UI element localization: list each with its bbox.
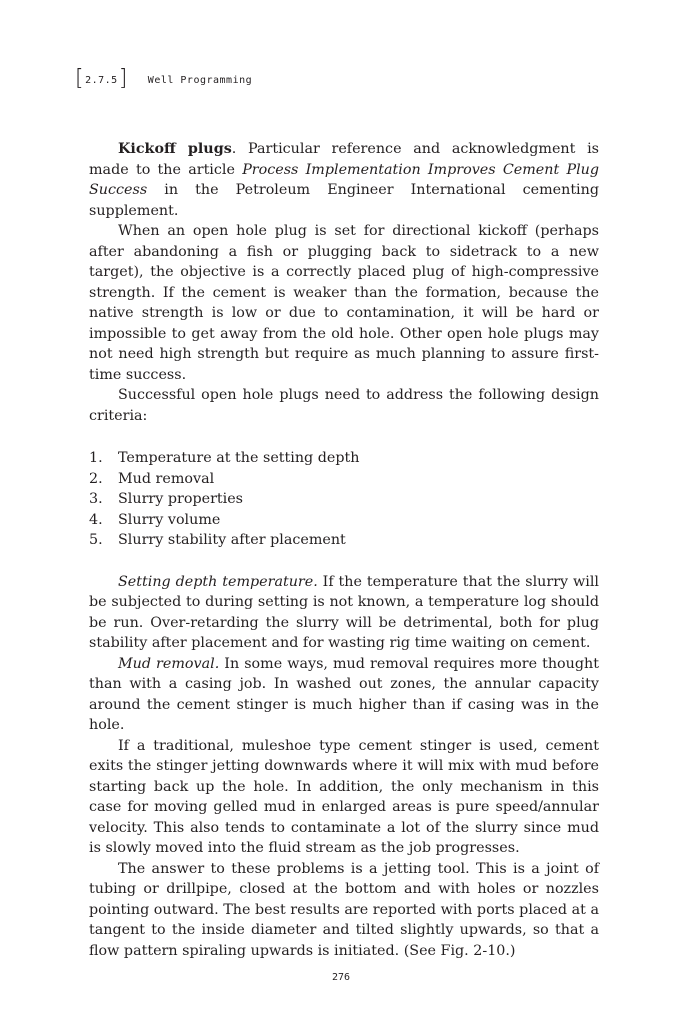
- list-item-number: 3.: [89, 491, 103, 507]
- setting-depth-temperature-heading: Setting depth temperature.: [118, 573, 318, 590]
- list-item-text: Temperature at the setting depth: [118, 450, 360, 466]
- paragraph-mud-removal: [89, 654, 599, 736]
- paragraph-jetting-tool: The answer to these problems is a jetting tool. This is a joint of tubing or drillpipe, closed at the bottom and with holes or nozzles pointing outward. The best results are reported with ports placed at a tangent to the inside diameter and tilted slightly upwards, so that a flow pattern spiraling upwards is initiated. (See Fig. 2-10.): [89, 860, 599, 959]
- list-item-text: Slurry stability after placement: [118, 532, 346, 548]
- list-item-number: 1.: [89, 450, 103, 466]
- paragraph-open-hole-plug: When an open hole plug is set for directional kickoff (perhaps after abandoning a fish or plugging back to sidetrack to a new target), the objective is a correctly placed plug of high-compressive strength. If the cement is weaker than the formation, because the native strength is low or due to contamination, it will be hard or impossible to get away from the old hole. Other open hole plugs may not need high strength but require as much planning to assure first-time success.: [89, 223, 599, 383]
- list-item: [89, 469, 599, 490]
- page-number: 276: [331, 972, 351, 983]
- paragraph-text: If the temperature that the slurry will be subjected to during setting is not known, a temperature log should be run. Over-retarding the slurry will be detrimental, both for plug stability after placement and for wasting rig time waiting on cement.: [89, 573, 599, 651]
- paragraph-kickoff-plugs: [89, 139, 599, 221]
- paragraph-text: in the Petroleum Engineer International cementing supplement.: [89, 182, 599, 219]
- list-item-text: Slurry volume: [118, 511, 221, 528]
- list-item-number: 2.: [89, 470, 103, 487]
- paragraph-text: . Particular reference and acknowledgment is made to the article: [89, 141, 599, 178]
- list-item-text: Slurry properties: [118, 491, 244, 507]
- list-item: [89, 530, 599, 551]
- chapter-title: Well Programming: [147, 74, 253, 86]
- list-item-number: 4.: [89, 511, 103, 528]
- running-header: [75, 64, 252, 96]
- kickoff-plugs-heading: Kickoff plugs: [118, 141, 232, 157]
- paragraph-text: In some ways, mud removal requires more thought than with a casing job. In washed out zones, the annular capacity around the cement stinger is much higher than if casing was in the hole.: [89, 655, 599, 733]
- paragraph-muleshoe-stinger: If a traditional, muleshoe type cement stinger is used, cement exits the stinger jetting downwards where it will mix with mud before starting back up the hole. In addition, the only mechanism in this case for moving gelled mud in enlarged areas is pure speed/annular velocity. This also tends to contaminate a lot of the slurry since mud is slowly moved into the fluid stream as the job progresses.: [89, 737, 599, 856]
- article-title: Process Implementation Improves Cement Plug Success: [89, 161, 600, 198]
- paragraph-setting-depth-temperature: [89, 572, 599, 654]
- list-item: [89, 510, 599, 531]
- header-close-bracket: ]: [118, 66, 128, 91]
- list-item-number: 5.: [89, 532, 103, 548]
- list-item: [89, 489, 599, 510]
- paragraph-design-criteria-intro: Successful open hole plugs need to address the following design criteria:: [89, 387, 599, 424]
- mud-removal-heading: Mud removal.: [118, 655, 220, 672]
- body-text: [89, 139, 599, 961]
- list-item-text: Mud removal: [118, 470, 215, 487]
- section-number: 2.7.5: [85, 74, 118, 86]
- design-criteria-list: [89, 448, 599, 551]
- list-item: [89, 448, 599, 469]
- header-open-bracket: [: [75, 66, 85, 91]
